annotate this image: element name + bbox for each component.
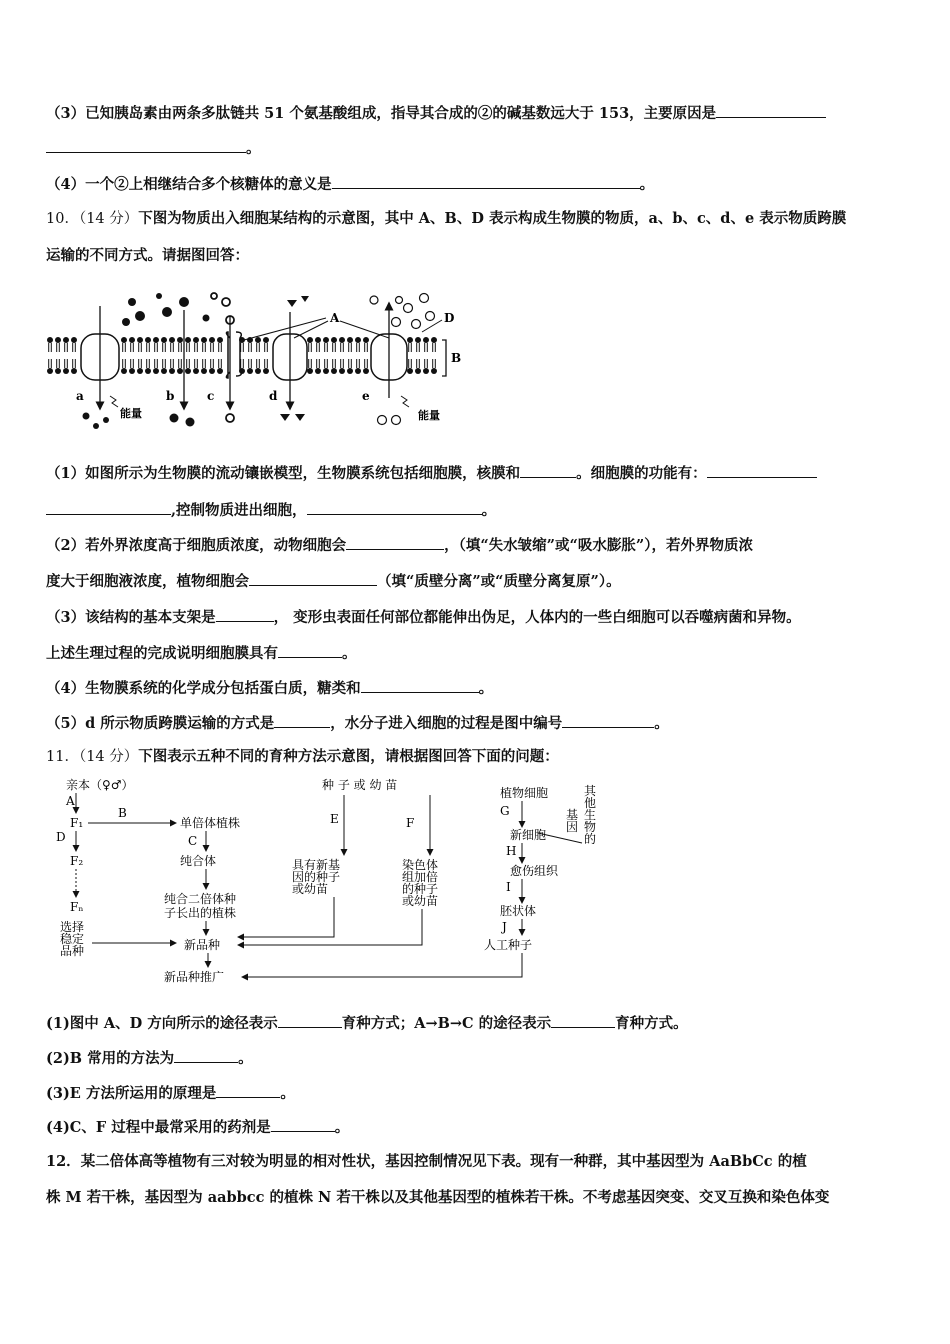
period: 。 xyxy=(478,680,494,697)
answer-blank[interactable] xyxy=(249,571,377,586)
q10-sub2-line1 xyxy=(46,535,753,556)
label-F1: F₁ xyxy=(70,816,84,830)
q11-sub1-text: 育种方式。 xyxy=(615,1015,688,1032)
q11-sub2-text: (2)B 常用的方法为 xyxy=(46,1050,175,1067)
molecules-top xyxy=(122,293,435,329)
homozygote-label: 纯合体 xyxy=(180,854,217,868)
q10-sub3-line1 xyxy=(46,607,801,628)
promotion-label: 新品种推广 xyxy=(164,970,225,984)
label-Fn: Fₙ xyxy=(70,900,84,914)
select-label-1: 选择 xyxy=(60,920,85,934)
q10-sub3-text: ， 变形虫表面任何部位都能伸出伪足，人体内的一些白细胞可以吞噬病菌和异物。 xyxy=(273,609,801,626)
q10-sub1-text: 。细胞膜的功能有： xyxy=(576,465,707,482)
chrom-label-2: 组加倍 xyxy=(402,870,439,884)
answer-blank[interactable] xyxy=(278,643,342,658)
answer-blank[interactable] xyxy=(520,463,576,478)
q12-stem-line2 xyxy=(46,1188,829,1208)
question-number: 11． xyxy=(46,749,79,765)
q10-stem-line2 xyxy=(46,246,249,266)
label-I: I xyxy=(506,880,511,894)
diploid-label-2: 子长出的植株 xyxy=(164,906,237,920)
question-number: 12． xyxy=(46,1153,81,1170)
answer-blank[interactable] xyxy=(332,174,640,189)
q11-sub3-text: (3)E 方法所运用的原理是 xyxy=(46,1085,217,1102)
label-A: A xyxy=(330,311,340,325)
q11-stem xyxy=(46,747,559,767)
period: 。 xyxy=(654,715,669,732)
label-A: A xyxy=(66,794,75,808)
other-label-5: 的 xyxy=(584,832,597,846)
q12-stem-line1 xyxy=(46,1152,807,1172)
new-cell-label: 新细胞 xyxy=(510,828,547,842)
other-label-4: 物 xyxy=(584,820,597,834)
gene-label-3: 或幼苗 xyxy=(292,882,329,896)
label-d: d xyxy=(269,389,278,403)
period: 。 xyxy=(334,1119,350,1136)
plant-cell-label: 植物细胞 xyxy=(500,786,549,800)
label-C: C xyxy=(188,834,198,848)
energy-label-right: 能量 xyxy=(418,409,440,422)
answer-blank[interactable] xyxy=(716,103,826,118)
q12-stem-cont: 株 M 若干株，基因型为 aabbcc 的植株 N 若干株以及其他基因型的植株若干株。不考虑基因突变、交叉互换和染色体变 xyxy=(46,1189,830,1206)
q9-sub4 xyxy=(46,174,654,195)
q11-stem-text: 下图表示五种不同的育种方法示意图，请根据图回答下面的问题： xyxy=(138,748,559,765)
answer-blank[interactable] xyxy=(278,1013,342,1028)
label-D: D xyxy=(56,830,66,844)
q10-stem-line1 xyxy=(46,209,846,229)
new-variety-label: 新品种 xyxy=(184,938,221,952)
answer-blank[interactable] xyxy=(551,1013,615,1028)
answer-blank[interactable] xyxy=(216,607,274,622)
label-H: H xyxy=(506,844,517,858)
q11-sub1-text: 育种方式；A→B→C 的途径表示 xyxy=(341,1015,552,1032)
label-J: J xyxy=(502,920,507,934)
label-E: E xyxy=(330,812,339,826)
other-label-3: 生 xyxy=(584,808,597,822)
other-label-2: 他 xyxy=(584,796,597,810)
q12-stem: 某二倍体高等植物有三对较为明显的相对性状，基因控制情况见下表。现有一种群，其中基因型为 AaBbCc 的植 xyxy=(80,1153,807,1170)
q9-sub3-line2 xyxy=(46,138,261,159)
q10-sub1-text: （1）如图所示为生物膜的流动镶嵌模型，生物膜系统包括细胞膜，核膜和 xyxy=(46,465,521,482)
select-label-3: 品种 xyxy=(60,944,85,958)
answer-blank[interactable] xyxy=(307,500,482,515)
breeding-figure xyxy=(52,775,612,990)
answer-blank[interactable] xyxy=(46,138,246,153)
select-label-2: 稳定 xyxy=(60,932,85,946)
channel-protein xyxy=(236,332,241,376)
label-F2: F₂ xyxy=(70,854,84,868)
energy-icon xyxy=(110,396,118,407)
diploid-label-1: 纯合二倍体种 xyxy=(164,892,237,906)
haploid-label: 单倍体植株 xyxy=(180,816,241,830)
label-G: G xyxy=(500,804,510,818)
seed-title: 种 子 或 幼 苗 xyxy=(322,778,398,792)
question-score: （14 分） xyxy=(78,211,139,227)
q10-sub3-text: （3）该结构的基本支架是 xyxy=(46,609,216,626)
q10-sub3-line2 xyxy=(46,643,357,664)
period: 。 xyxy=(639,176,655,193)
energy-label-left: 能量 xyxy=(120,407,142,420)
q10-sub4-text: （4）生物膜系统的化学成分包括蛋白质，糖类和 xyxy=(46,680,361,697)
q11-sub3 xyxy=(46,1083,295,1104)
question-number: 10． xyxy=(46,211,79,227)
label-B: B xyxy=(451,351,462,365)
label-e: e xyxy=(362,389,370,403)
q10-sub2-text: ，（填“失水皱缩”或“吸水膨胀”），若外界物质浓 xyxy=(444,537,753,554)
chrom-label-3: 的种子 xyxy=(402,882,439,896)
label-a: a xyxy=(76,389,84,403)
energy-icon xyxy=(401,396,409,407)
q10-sub3-text: 上述生理过程的完成说明细胞膜具有 xyxy=(46,645,278,662)
q10-stem-cont: 运输的不同方式。请据图回答： xyxy=(46,247,249,264)
period: 。 xyxy=(238,1050,253,1067)
artificial-seed-label: 人工种子 xyxy=(484,938,533,952)
q10-sub5 xyxy=(46,713,669,734)
period: 。 xyxy=(342,645,357,662)
membrane-figure xyxy=(44,288,464,433)
q11-sub1-text: (1)图中 A、D 方向所示的途径表示 xyxy=(46,1015,278,1032)
period: 。 xyxy=(280,1085,295,1102)
answer-blank[interactable] xyxy=(274,713,330,728)
q10-sub2-line2 xyxy=(46,571,621,592)
answer-blank[interactable] xyxy=(216,1083,280,1098)
answer-blank[interactable] xyxy=(346,535,444,550)
q9-sub4-text: （4）一个②上相继结合多个核糖体的意义是 xyxy=(46,176,332,193)
q9-sub3-text: （3）已知胰岛素由两条多肽链共 51 个氨基酸组成，指导其合成的②的碱基数远大于 153，主要原因是 xyxy=(46,105,717,122)
callus-label: 愈伤组织 xyxy=(510,864,559,878)
question-score: （14 分） xyxy=(78,749,139,765)
other-label-1: 其 xyxy=(584,784,597,798)
q10-sub4 xyxy=(46,678,493,699)
q9-sub3-line1 xyxy=(46,103,826,124)
basegene-label-1: 基 xyxy=(566,808,579,822)
answer-blank[interactable] xyxy=(562,713,654,728)
q11-sub1 xyxy=(46,1013,688,1034)
q10-sub1-line2 xyxy=(46,500,496,521)
q10-sub5-text: ，水分子进入细胞的过程是图中编号 xyxy=(330,715,563,732)
period: 。 xyxy=(246,140,261,157)
embryoid-label: 胚状体 xyxy=(500,904,537,918)
label-B: B xyxy=(118,806,127,820)
basegene-label-2: 因 xyxy=(566,820,579,834)
gene-label-1: 具有新基 xyxy=(292,858,341,872)
q11-sub4-text: (4)C、F 过程中最常采用的药剂是 xyxy=(46,1119,271,1136)
period: 。 xyxy=(481,502,497,519)
answer-blank[interactable] xyxy=(361,678,479,693)
chrom-label-4: 或幼苗 xyxy=(402,894,439,908)
label-b: b xyxy=(166,389,175,403)
q10-sub1-line1 xyxy=(46,463,817,484)
answer-blank[interactable] xyxy=(174,1048,238,1063)
answer-blank[interactable] xyxy=(707,463,817,478)
q10-sub1-text: ,控制物质进出细胞， xyxy=(171,502,307,519)
parents-label: 亲本（♀♂） xyxy=(66,778,134,792)
q11-sub2 xyxy=(46,1048,253,1069)
q10-sub2-text: （2）若外界浓度高于细胞质浓度，动物细胞会 xyxy=(46,537,347,554)
answer-blank[interactable] xyxy=(46,500,171,515)
q10-sub2-text: （填“质壁分离”或“质壁分离复原”）。 xyxy=(377,573,621,590)
chrom-label-1: 染色体 xyxy=(402,858,439,872)
q11-sub4 xyxy=(46,1117,349,1138)
answer-blank[interactable] xyxy=(271,1117,335,1132)
q10-sub5-text: （5）d 所示物质跨膜运输的方式是 xyxy=(46,715,275,732)
label-F: F xyxy=(406,816,415,830)
gene-label-2: 因的种子 xyxy=(292,870,341,884)
q10-sub2-text: 度大于细胞液浓度，植物细胞会 xyxy=(46,573,249,590)
label-D: D xyxy=(444,311,455,325)
q10-stem: 下图为物质出入细胞某结构的示意图，其中 A、B、D 表示构成生物膜的物质，a、b、c、d、e 表示物质跨膜 xyxy=(138,210,847,227)
label-c: c xyxy=(207,389,215,403)
